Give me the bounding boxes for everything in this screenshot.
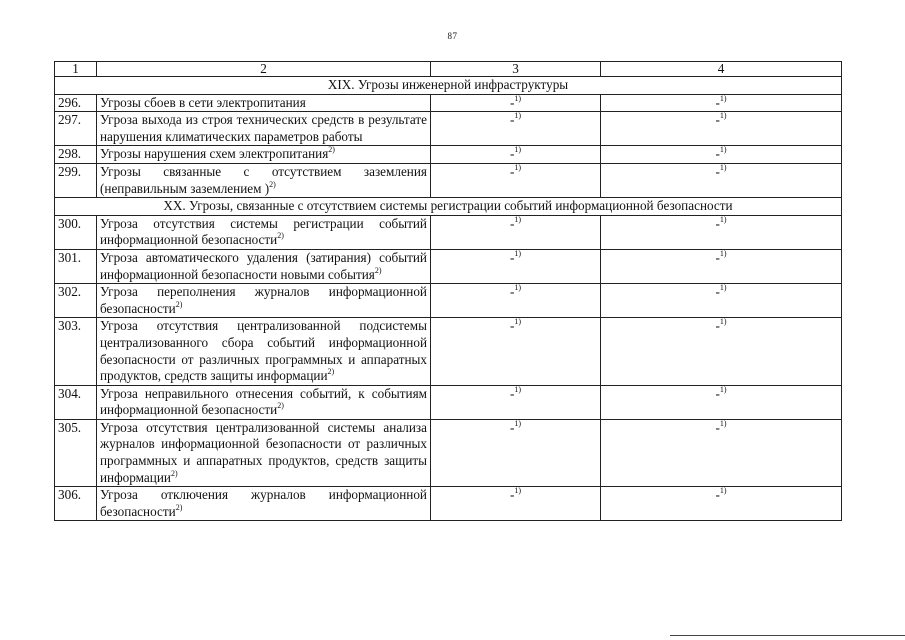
dash-value: -: [715, 385, 720, 401]
threat-description: Угроза автоматического удаления (затирания) событий информационной безопасности новыми события: [100, 249, 427, 282]
footnote-marker: 1): [514, 145, 522, 155]
footnote-marker: 1): [514, 283, 522, 293]
column-4-value-cell: [601, 163, 842, 197]
column-4-value-cell: [601, 249, 842, 283]
threat-description: Угрозы нарушения схем электропитания: [100, 146, 329, 162]
threat-description: Угроза выхода из строя технических средств в результате нарушения климатических параметров работы: [100, 112, 427, 144]
threat-table-body: [55, 62, 842, 521]
footnote-marker: 1): [514, 162, 522, 172]
threat-description-cell: [97, 385, 431, 419]
section-header-row: [55, 198, 842, 216]
row-number: 298.: [55, 146, 97, 164]
bottom-rule: [670, 635, 905, 636]
footnote-marker: 2): [269, 179, 276, 189]
footnote-marker: 1): [514, 248, 522, 258]
dash-value: -: [509, 146, 515, 162]
threat-description-cell: [97, 163, 431, 197]
footnote-marker: 2): [170, 468, 178, 478]
row-number: 305.: [55, 419, 97, 486]
footnote-marker: 2): [374, 265, 382, 275]
threat-description: Угрозы сбоев в сети электропитания: [100, 94, 306, 110]
column-header-row: [55, 62, 842, 77]
footnote-marker: 1): [719, 248, 727, 258]
section-title: XIX. Угрозы инженерной инфраструктуры: [55, 77, 842, 95]
column-header-3: 3: [431, 62, 601, 77]
column-4-value-cell: [601, 112, 842, 146]
footnote-marker: 1): [514, 317, 522, 327]
row-number: 300.: [55, 215, 97, 249]
footnote-marker: 1): [719, 384, 727, 394]
threat-description: Угроза отключения журналов информационной безопасности: [100, 487, 427, 519]
column-3-value-cell: [431, 215, 601, 249]
table-row: [55, 318, 842, 385]
threat-description-cell: [97, 284, 431, 318]
dash-value: -: [509, 94, 515, 110]
threat-description: Угроза переполнения журналов информационной безопасности: [100, 284, 427, 316]
threat-description-cell: [97, 94, 431, 112]
footnote-marker: 1): [514, 111, 522, 121]
footnote-marker: 1): [719, 214, 727, 224]
dash-value: -: [715, 487, 720, 503]
dash-value: -: [715, 419, 720, 435]
dash-value: -: [509, 318, 515, 334]
footnote-marker: 1): [514, 384, 522, 394]
row-number: 296.: [55, 94, 97, 112]
dash-value: -: [715, 215, 720, 231]
threat-description-cell: [97, 419, 431, 486]
threat-description-cell: [97, 146, 431, 164]
footnote-marker: 2): [277, 401, 284, 411]
dash-value: -: [509, 419, 515, 435]
column-3-value-cell: [431, 249, 601, 283]
threat-description: Угроза неправильного отнесения событий, к событиям информационной безопасности: [100, 385, 427, 418]
row-number: 297.: [55, 112, 97, 146]
column-3-value-cell: [431, 112, 601, 146]
footnote-marker: 1): [719, 145, 727, 155]
footnote-marker: 2): [175, 502, 183, 512]
row-number: 303.: [55, 318, 97, 385]
footnote-marker: 1): [514, 93, 522, 103]
footnote-marker: 1): [719, 162, 727, 172]
column-4-value-cell: [601, 94, 842, 112]
table-row: [55, 215, 842, 249]
threat-description: Угроза отсутствия системы регистрации событий информационной безопасности: [100, 215, 427, 248]
table-row: [55, 112, 842, 146]
column-4-value-cell: [601, 487, 842, 521]
table-row: [55, 487, 842, 521]
page-number: 87: [447, 31, 458, 41]
row-number: 301.: [55, 249, 97, 283]
column-3-value-cell: [431, 163, 601, 197]
table-row: [55, 385, 842, 419]
dash-value: -: [509, 163, 515, 179]
threat-description: Угроза отсутствия централизованной подсистемы централизованного сбора событий информационной безопасности от различных программных и аппаратных продуктов, средств защиты информации: [100, 318, 427, 384]
table-row: [55, 94, 842, 112]
column-4-value-cell: [601, 318, 842, 385]
footnote-marker: 1): [719, 283, 727, 293]
threat-table: [54, 61, 842, 521]
column-header-4: 4: [601, 62, 842, 77]
threat-description: Угроза отсутствия централизованной системы анализа журналов информационной безопасности от различных программных и аппаратных продуктов, средств защиты информации: [100, 419, 427, 485]
column-4-value-cell: [601, 284, 842, 318]
footnote-marker: 1): [719, 93, 727, 103]
dash-value: -: [509, 112, 515, 128]
dash-value: -: [509, 249, 515, 265]
column-header-1: 1: [55, 62, 97, 77]
footnote-marker: 1): [514, 214, 522, 224]
dash-value: -: [715, 94, 720, 110]
section-header-row: [55, 77, 842, 95]
column-3-value-cell: [431, 385, 601, 419]
footnote-marker: 1): [719, 111, 727, 121]
threat-description-cell: [97, 318, 431, 385]
column-3-value-cell: [431, 284, 601, 318]
threat-description-cell: [97, 487, 431, 521]
footnote-marker: 2): [328, 145, 335, 155]
dash-value: -: [715, 284, 720, 300]
footnote-marker: 1): [514, 486, 522, 496]
footnote-marker: 2): [327, 367, 335, 377]
table-row: [55, 146, 842, 164]
dash-value: -: [715, 318, 720, 334]
column-4-value-cell: [601, 215, 842, 249]
row-number: 306.: [55, 487, 97, 521]
column-4-value-cell: [601, 385, 842, 419]
row-number: 304.: [55, 385, 97, 419]
table-row: [55, 163, 842, 197]
table-row: [55, 419, 842, 486]
column-4-value-cell: [601, 419, 842, 486]
footnote-marker: 1): [719, 418, 727, 428]
dash-value: -: [715, 112, 720, 128]
column-header-2: 2: [97, 62, 431, 77]
footnote-marker: 1): [719, 317, 727, 327]
dash-value: -: [715, 249, 720, 265]
row-number: 302.: [55, 284, 97, 318]
threat-description-cell: [97, 249, 431, 283]
dash-value: -: [715, 146, 720, 162]
row-number: 299.: [55, 163, 97, 197]
footnote-marker: 1): [514, 418, 522, 428]
column-3-value-cell: [431, 94, 601, 112]
footnote-marker: 2): [277, 231, 284, 241]
dash-value: -: [715, 163, 720, 179]
footnote-marker: 1): [719, 486, 727, 496]
footnote-marker: 2): [175, 299, 183, 309]
threat-description-cell: [97, 215, 431, 249]
section-title: XX. Угрозы, связанные с отсутствием системы регистрации событий информационной безопасности: [55, 198, 842, 216]
column-3-value-cell: [431, 318, 601, 385]
column-3-value-cell: [431, 146, 601, 164]
dash-value: -: [509, 284, 515, 300]
threat-description-cell: [97, 112, 431, 146]
dash-value: -: [509, 385, 515, 401]
dash-value: -: [509, 215, 515, 231]
dash-value: -: [509, 487, 515, 503]
column-4-value-cell: [601, 146, 842, 164]
table-row: [55, 284, 842, 318]
threat-description: Угрозы связанные с отсутствием заземления (неправильным заземлением ): [100, 163, 427, 196]
column-3-value-cell: [431, 487, 601, 521]
column-3-value-cell: [431, 419, 601, 486]
table-row: [55, 249, 842, 283]
